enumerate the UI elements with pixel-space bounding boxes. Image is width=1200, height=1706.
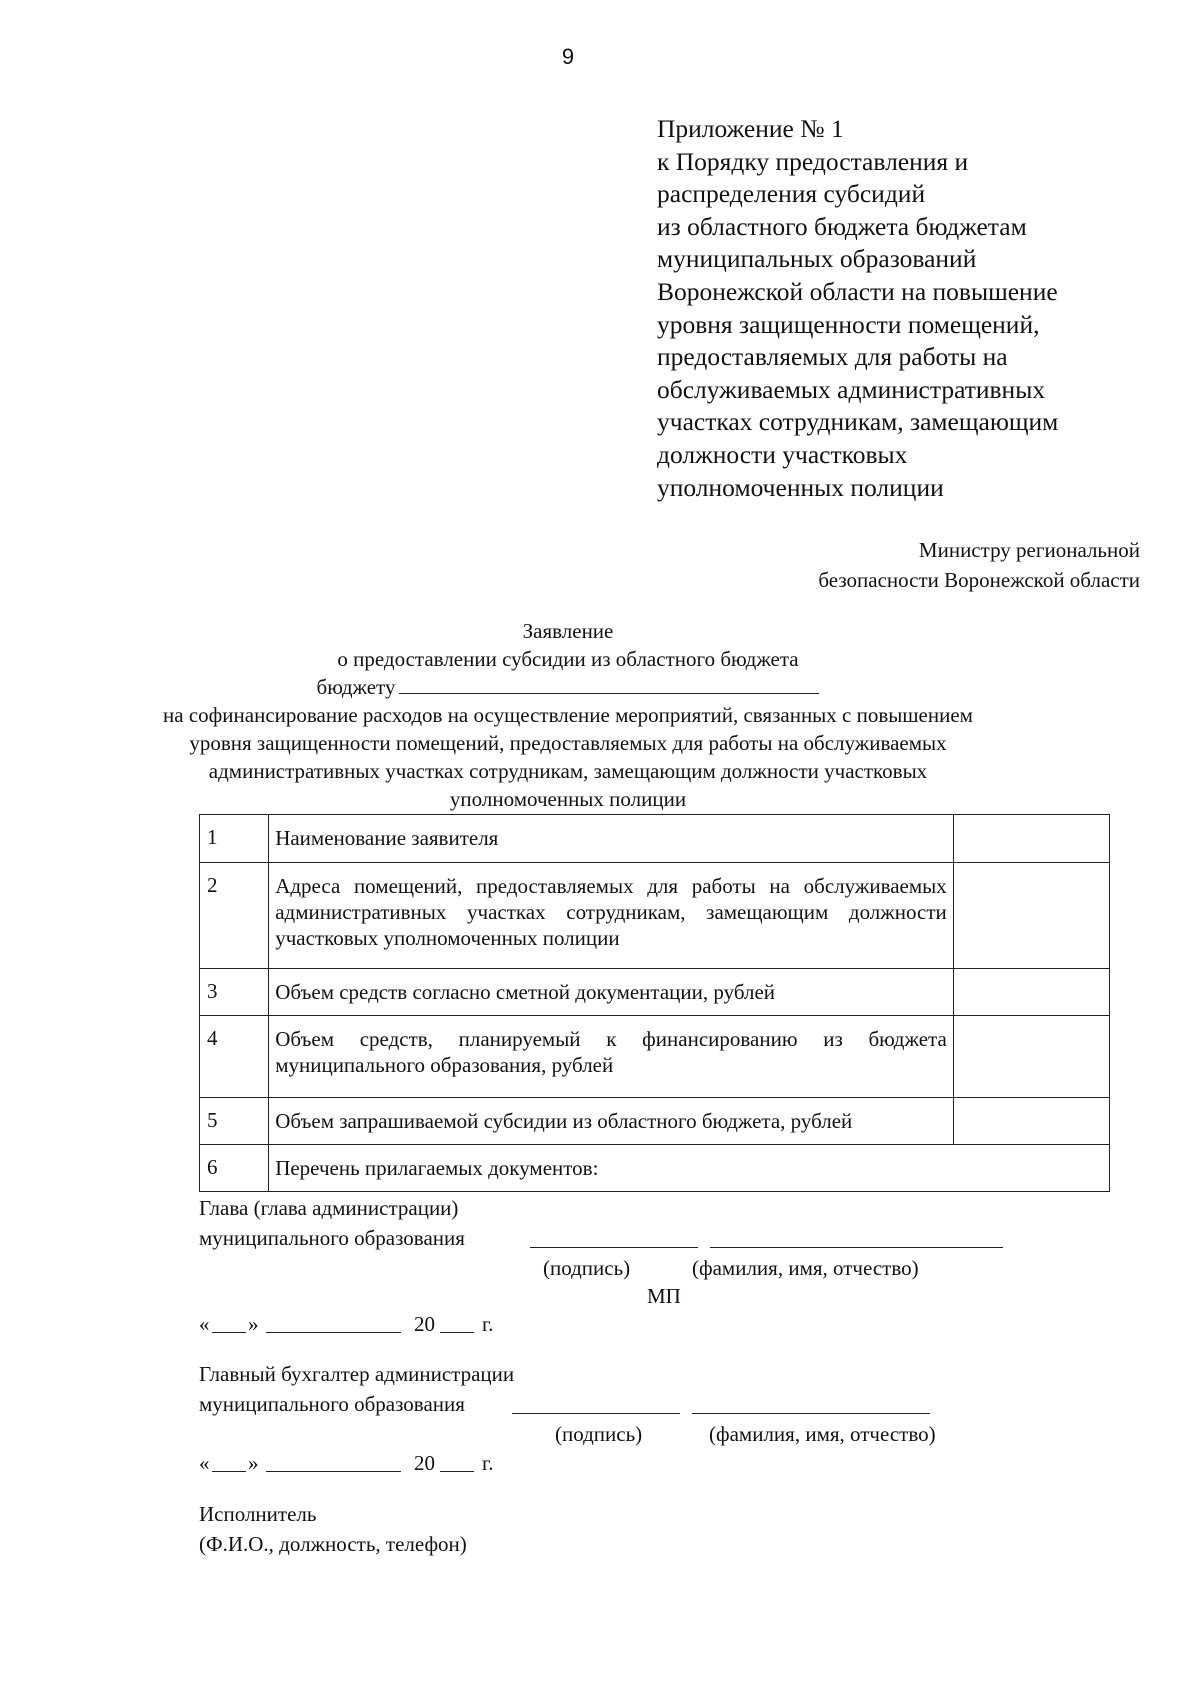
purpose-line: административных участках сотрудникам, замещающим должности участковых xyxy=(208,759,928,783)
accountant-date-year-suffix: г. xyxy=(482,1451,494,1475)
head-title-line2: муниципального образования xyxy=(199,1226,465,1250)
head-date-year-field[interactable] xyxy=(440,1332,474,1333)
budget-label: бюджету xyxy=(316,675,396,699)
accountant-name-caption: (фамилия, имя, отчество) xyxy=(709,1422,936,1446)
row-label: Объем средств согласно сметной документации, рублей xyxy=(269,969,954,1016)
appendix-line: обслуживаемых административных xyxy=(657,374,1046,404)
row-label: Объем запрашиваемой субсидии из областного бюджета, рублей xyxy=(269,1098,954,1145)
appendix-line: муниципальных образований xyxy=(657,244,977,274)
accountant-date-month-field[interactable] xyxy=(266,1471,401,1472)
appendix-line: из областного бюджета бюджетам xyxy=(657,211,1027,241)
row-value-cell[interactable] xyxy=(953,863,1109,969)
row-label: Перечень прилагаемых документов: xyxy=(269,1145,1110,1192)
addressee xyxy=(818,535,1140,595)
seal-label: МП xyxy=(647,1284,681,1308)
head-date-close-quote: » xyxy=(248,1312,259,1336)
head-date-day-field[interactable] xyxy=(212,1332,246,1333)
appendix-line: уполномоченных полиции xyxy=(657,472,944,502)
application-subtitle: о предоставлении субсидии из областного бюджета xyxy=(337,647,799,671)
table-row xyxy=(200,1145,1110,1192)
accountant-title-line2: муниципального образования xyxy=(199,1392,465,1416)
row-label: Наименование заявителя xyxy=(269,815,954,863)
row-number: 2 xyxy=(200,863,269,969)
row-number: 3 xyxy=(200,969,269,1016)
row-number: 5 xyxy=(200,1098,269,1145)
row-number: 1 xyxy=(200,815,269,863)
accountant-date-year-field[interactable] xyxy=(440,1471,474,1472)
accountant-signature-field[interactable] xyxy=(512,1413,680,1414)
accountant-date-close-quote: » xyxy=(248,1451,259,1475)
accountant-date-open-quote: « xyxy=(199,1451,210,1475)
row-value-cell[interactable] xyxy=(953,969,1109,1016)
accountant-name-field[interactable] xyxy=(692,1413,930,1414)
appendix-line: уровня защищенности помещений, xyxy=(657,309,1040,339)
addressee-line: безопасности Воронежской области xyxy=(818,568,1140,592)
appendix-line: распределения субсидий xyxy=(657,179,926,209)
table-row xyxy=(200,1098,1110,1145)
appendix-line: Воронежской области на повышение xyxy=(657,276,1058,306)
appendix-line: предоставляемых для работы на xyxy=(657,342,1008,372)
row-value-cell[interactable] xyxy=(953,815,1109,863)
executor-details-caption: (Ф.И.О., должность, телефон) xyxy=(199,1532,467,1556)
row-value-cell[interactable] xyxy=(953,1016,1109,1098)
budget-name-field[interactable] xyxy=(399,675,819,694)
row-label: Адреса помещений, предоставляемых для работы на обслуживаемых административных участках сотрудникам, замещающим должности участковых уполномоченных полиции xyxy=(269,863,954,969)
application-title: Заявление xyxy=(522,619,614,643)
appendix-header xyxy=(657,113,1058,504)
purpose-line: уровня защищенности помещений, предоставляемых для работы на обслуживаемых xyxy=(189,731,947,755)
accountant-signature-caption: (подпись) xyxy=(555,1422,643,1446)
head-name-field[interactable] xyxy=(710,1247,1003,1248)
row-label: Объем средств, планируемый к финансированию из бюджета муниципального образования, рублей xyxy=(269,1016,954,1098)
accountant-title-line1: Главный бухгалтер администрации xyxy=(199,1362,515,1386)
appendix-line: к Порядку предоставления и xyxy=(657,146,969,176)
appendix-line: Приложение № 1 xyxy=(657,114,844,143)
head-title-line1: Глава (глава администрации) xyxy=(199,1196,459,1220)
head-name-caption: (фамилия, имя, отчество) xyxy=(692,1256,919,1280)
table-row xyxy=(200,863,1110,969)
head-date-month-field[interactable] xyxy=(266,1332,401,1333)
accountant-date-year-prefix: 20 xyxy=(414,1451,435,1475)
table-row xyxy=(200,1016,1110,1098)
page-number: 9 xyxy=(561,44,575,69)
purpose-line: уполномоченных полиции xyxy=(449,787,687,811)
row-number: 6 xyxy=(200,1145,269,1192)
budget-line xyxy=(0,673,1136,701)
head-date-year-prefix: 20 xyxy=(414,1312,435,1336)
purpose-line: на софинансирование расходов на осуществление мероприятий, связанных с повышением xyxy=(163,703,973,727)
addressee-line: Министру региональной xyxy=(918,538,1140,562)
application-form-table xyxy=(199,814,1110,1192)
head-date-year-suffix: г. xyxy=(482,1312,494,1336)
head-date-open-quote: « xyxy=(199,1312,210,1336)
executor-label: Исполнитель xyxy=(199,1502,317,1526)
appendix-line: участках сотрудникам, замещающим xyxy=(657,407,1059,437)
table-row xyxy=(200,969,1110,1016)
table-row xyxy=(200,815,1110,863)
row-number: 4 xyxy=(200,1016,269,1098)
appendix-line: должности участковых xyxy=(657,439,908,469)
row-value-cell[interactable] xyxy=(953,1098,1109,1145)
head-signature-caption: (подпись) xyxy=(543,1256,631,1280)
accountant-date-day-field[interactable] xyxy=(212,1471,246,1472)
head-signature-field[interactable] xyxy=(530,1247,698,1248)
application-title-block xyxy=(0,617,1136,813)
